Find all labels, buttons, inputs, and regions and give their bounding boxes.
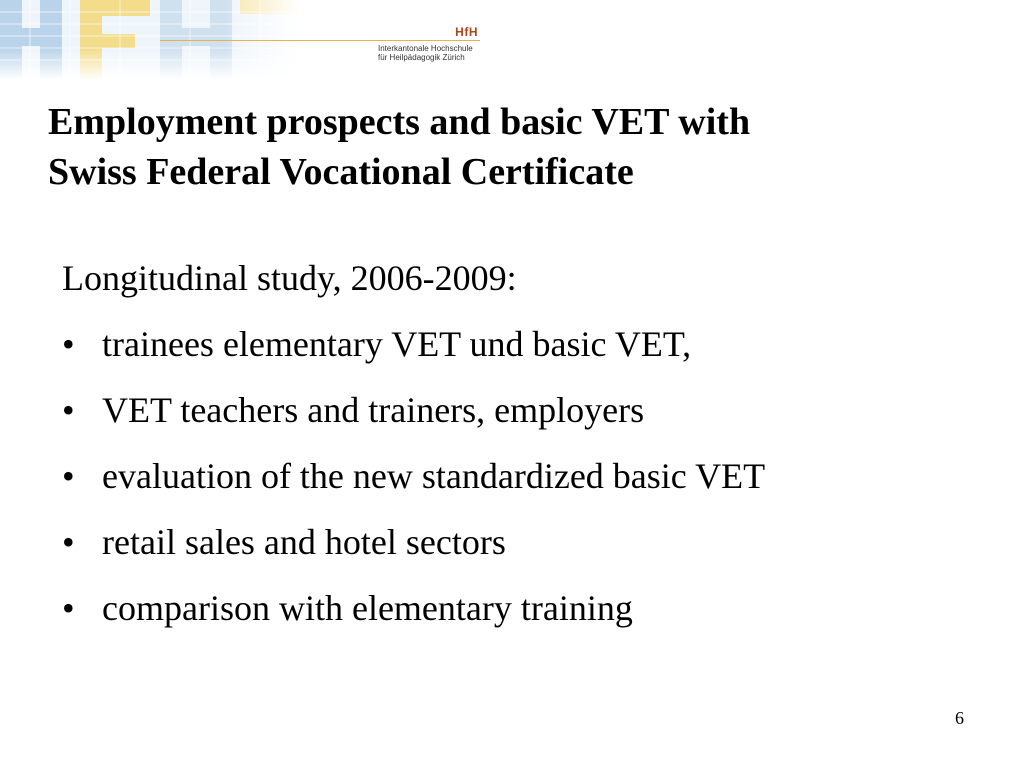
- bullet-icon: •: [62, 390, 75, 430]
- bullet-list: [62, 322, 982, 630]
- bullet-item: [62, 322, 982, 366]
- institution-logo: [378, 26, 478, 62]
- slide-title: [48, 97, 968, 197]
- slide-title-line2: Swiss Federal Vocational Certificate: [48, 151, 634, 193]
- lead-text: Longitudinal study, 2006-2009:: [62, 258, 517, 298]
- bullet-icon: •: [62, 522, 75, 562]
- slide-title-line1: Employment prospects and basic VET with: [48, 101, 751, 143]
- slide-body: [62, 256, 982, 652]
- bullet-item: [62, 388, 982, 432]
- page-number: 6: [955, 708, 964, 728]
- bullet-text: evaluation of the new standardized basic VET: [102, 456, 766, 496]
- hfh-logo-mark: HfH: [455, 25, 478, 39]
- bullet-text: comparison with elementary training: [102, 588, 633, 628]
- bullet-icon: •: [62, 456, 75, 496]
- bullet-text: VET teachers and trainers, employers: [102, 390, 645, 430]
- bullet-icon: •: [62, 588, 75, 628]
- bullet-text: trainees elementary VET und basic VET,: [102, 324, 692, 364]
- bullet-text: retail sales and hotel sectors: [102, 522, 506, 562]
- institution-name-line1: Interkantonale Hochschule: [378, 44, 473, 53]
- bullet-item: [62, 586, 982, 630]
- bullet-item: [62, 454, 982, 498]
- bullet-icon: •: [62, 324, 75, 364]
- bullet-item: [62, 520, 982, 564]
- institution-name-line2: für Heilpädagogik Zürich: [378, 53, 465, 62]
